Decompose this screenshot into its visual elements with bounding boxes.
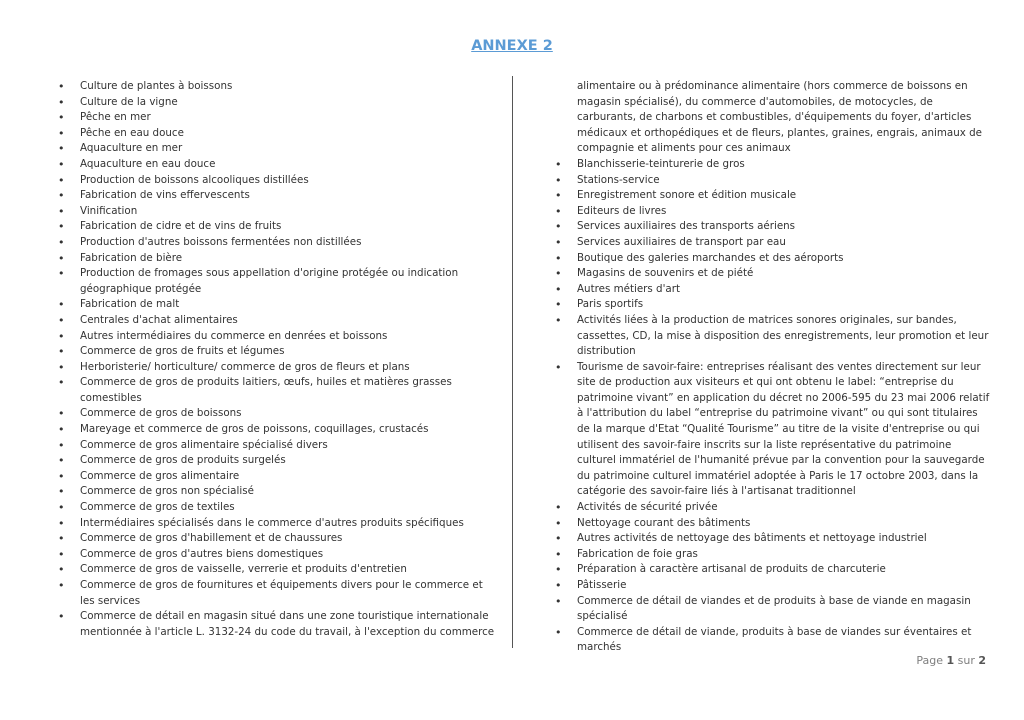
list-item: • Mareyage et commerce de gros de poissons, coquillages, crustacés bbox=[58, 422, 496, 438]
list-item: • Culture de plantes à boissons bbox=[58, 79, 496, 95]
list-item: • Autres intermédiaires du commerce en denrées et boissons bbox=[58, 329, 496, 345]
list-item: • Commerce de gros non spécialisé bbox=[58, 484, 496, 500]
list-item: • Commerce de détail en magasin situé dans une zone touristique internationale mentionnée à l'article L. 3132-24 du code du travail, à l'exception du commerce bbox=[58, 609, 496, 640]
list-item: • Autres métiers d'art bbox=[555, 282, 993, 298]
list-item: • Pâtisserie bbox=[555, 578, 993, 594]
right-column-list bbox=[555, 79, 993, 656]
page-title: ANNEXE 2 bbox=[471, 38, 553, 54]
list-item: • Commerce de gros de fruits et légumes bbox=[58, 344, 496, 360]
list-item: • Commerce de gros de vaisselle, verrerie et produits d'entretien bbox=[58, 562, 496, 578]
list-item: • Production de fromages sous appellation d'origine protégée ou indication géographique protégée bbox=[58, 266, 496, 297]
left-column-list bbox=[58, 79, 496, 640]
list-item: • Fabrication de bière bbox=[58, 251, 496, 267]
current-page-number: 1 bbox=[946, 654, 955, 667]
list-item: • Commerce de gros de produits laitiers, œufs, huiles et matières grasses comestibles bbox=[58, 375, 496, 406]
list-item: • Commerce de gros de fournitures et équipements divers pour le commerce et les services bbox=[58, 578, 496, 609]
list-item: • Services auxiliaires de transport par eau bbox=[555, 235, 993, 251]
list-item: • Intermédiaires spécialisés dans le commerce d'autres produits spécifiques bbox=[58, 516, 496, 532]
list-item: • Fabrication de vins effervescents bbox=[58, 188, 496, 204]
list-item: • Editeurs de livres bbox=[555, 204, 993, 220]
list-item: • Commerce de détail de viandes et de produits à base de viande en magasin spécialisé bbox=[555, 594, 993, 625]
list-item: • Tourisme de savoir-faire: entreprises réalisant des ventes directement sur leur site de production aux visiteurs et qui ont obtenu le label: “entreprise du patrimoine vivant” en application du décret no 2006-595 du 23 mai 2006 relatif à l'attribution du label “entreprise du patrimoine vivant” ou qui sont titulaires de la marque d'Etat “Qualité Tourisme” au titre de la visite d'entreprise ou qui utilisent des savoir-faire inscrits sur la liste représentative du patrimoine culturel immatériel de l'humanité prévue par la convention pour la sauvegarde du patrimoine culturel immatériel adoptée à Paris le 17 octobre 2003, dans la catégorie des savoir-faire liés à l'artisanat traditionnel bbox=[555, 360, 993, 500]
list-item: • Pêche en mer bbox=[58, 110, 496, 126]
footer-prefix: Page bbox=[916, 654, 947, 667]
list-item: • Blanchisserie-teinturerie de gros bbox=[555, 157, 993, 173]
list-item: • Activités de sécurité privée bbox=[555, 500, 993, 516]
list-item: • Commerce de gros de textiles bbox=[58, 500, 496, 516]
list-item: • Enregistrement sonore et édition musicale bbox=[555, 188, 993, 204]
list-item: • Culture de la vigne bbox=[58, 95, 496, 111]
list-item: • Production de boissons alcooliques distillées bbox=[58, 173, 496, 189]
list-item: • Commerce de gros de boissons bbox=[58, 406, 496, 422]
list-item: • Vinification bbox=[58, 204, 496, 220]
list-item: • Aquaculture en mer bbox=[58, 141, 496, 157]
list-item: • Commerce de détail de viande, produits à base de viandes sur éventaires et marchés bbox=[555, 625, 993, 656]
list-item: • Stations-service bbox=[555, 173, 993, 189]
page-footer bbox=[916, 654, 986, 667]
list-item: • Aquaculture en eau douce bbox=[58, 157, 496, 173]
list-item: • Autres activités de nettoyage des bâtiments et nettoyage industriel bbox=[555, 531, 993, 547]
list-item: • Centrales d'achat alimentaires bbox=[58, 313, 496, 329]
list-item: • Pêche en eau douce bbox=[58, 126, 496, 142]
list-item: • Herboristerie/ horticulture/ commerce de gros de fleurs et plans bbox=[58, 360, 496, 376]
column-divider bbox=[512, 76, 513, 648]
list-item: • Commerce de gros d'habillement et de chaussures bbox=[58, 531, 496, 547]
list-item: • Magasins de souvenirs et de piété bbox=[555, 266, 993, 282]
list-item: • Préparation à caractère artisanal de produits de charcuterie bbox=[555, 562, 993, 578]
list-item: • Fabrication de malt bbox=[58, 297, 496, 313]
list-item: • Production d'autres boissons fermentées non distillées bbox=[58, 235, 496, 251]
list-item: • Commerce de gros de produits surgelés bbox=[58, 453, 496, 469]
list-item: • Fabrication de cidre et de vins de fruits bbox=[58, 219, 496, 235]
list-item: • Services auxiliaires des transports aériens bbox=[555, 219, 993, 235]
total-page-count: 2 bbox=[978, 654, 986, 667]
footer-middle: sur bbox=[954, 654, 979, 667]
list-item: • Fabrication de foie gras bbox=[555, 547, 993, 563]
list-item: • Paris sportifs bbox=[555, 297, 993, 313]
list-item: • Activités liées à la production de matrices sonores originales, sur bandes, cassettes, CD, la mise à disposition des enregistrements, leur promotion et leur distribution bbox=[555, 313, 993, 360]
list-item-continuation: alimentaire ou à prédominance alimentaire (hors commerce de boissons en magasin spécialisé), du commerce d'automobiles, de motocycles, de carburants, de charbons et combustibles, d'équipements du foyer, d'articles médicaux et orthopédiques et de fleurs, plantes, graines, engrais, animaux de compagnie et aliments pour ces animaux bbox=[577, 80, 982, 155]
list-item: • Nettoyage courant des bâtiments bbox=[555, 516, 993, 532]
list-item: • Commerce de gros alimentaire spécialisé divers bbox=[58, 438, 496, 454]
list-item: • Commerce de gros d'autres biens domestiques bbox=[58, 547, 496, 563]
list-item: • Boutique des galeries marchandes et des aéroports bbox=[555, 251, 993, 267]
list-item: • Commerce de gros alimentaire bbox=[58, 469, 496, 485]
